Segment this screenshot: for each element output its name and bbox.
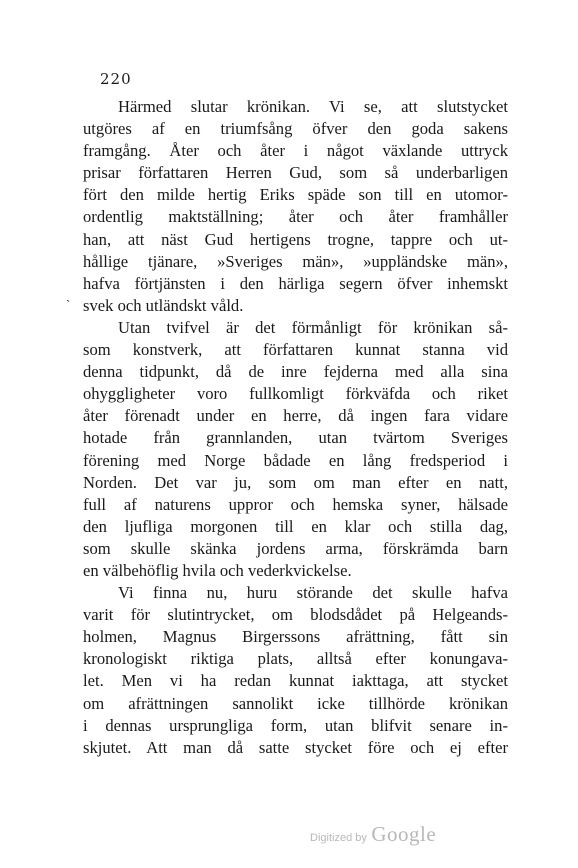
text-line: utgöres af en triumfsång öfver den goda sakens	[83, 119, 508, 139]
body-text	[83, 96, 508, 759]
text-line: ohyggligheter voro fullkomligt förkväfda och riket	[83, 384, 508, 404]
text-line: Vi finna nu, huru störande det skulle hafva	[118, 583, 508, 603]
text-line: Utan tvifvel är det förmånligt för krönikan så-	[118, 317, 508, 337]
watermark-prefix: Digitized by	[310, 832, 367, 844]
text-line: som skulle skänka jordens arma, förskrämda barn	[83, 538, 508, 558]
text-line: hotade från grannlanden, utan tvärtom Sveriges	[83, 428, 508, 448]
text-line: i dennas ursprungliga form, utan blifvit senare in-	[83, 715, 508, 735]
text-line: hafva förtjänsten i den härliga segern öfver inhemskt	[83, 273, 508, 293]
margin-mark: `	[66, 297, 71, 312]
text-line: förening med Norge bådade en lång fredsperiod i	[83, 450, 508, 470]
text-line: Norden. Det var ju, som om man efter en natt,	[83, 472, 508, 492]
page-number: 220	[100, 70, 132, 88]
text-line: en välbehöflig hvila och vederkvickelse.	[83, 560, 352, 580]
text-line: åter förenadt under en herre, då ingen fara vidare	[83, 406, 508, 426]
text-line: full af naturens uppror och hemska syner, hälsade	[83, 494, 508, 514]
text-line: svek och utländskt våld.	[83, 295, 244, 315]
text-line: om afrättningen sannolikt icke tillhörde krönikan	[83, 693, 508, 713]
text-line: fört den milde hertig Eriks späde son till en utomor-	[83, 185, 508, 205]
text-line: ordentlig maktställning; åter och åter framhåller	[83, 207, 508, 227]
text-line: varit för slutintrycket, om blodsdådet på Helgeands-	[83, 605, 508, 625]
text-line: han, att näst Gud hertigens trogne, tappre och ut-	[83, 229, 508, 249]
text-line: hållige tjänare, »Sveriges män», »uppländske män»,	[83, 251, 508, 271]
digitization-watermark	[310, 822, 436, 847]
text-line: kronologiskt riktiga plats, alltså efter konungava-	[83, 649, 508, 669]
text-line: skjutet. Att man då satte stycket före och ej efter	[83, 737, 508, 757]
text-line: som konstverk, att författaren kunnat stanna vid	[83, 340, 508, 360]
text-line: prisar författaren Herren Gud, som så underbarligen	[83, 163, 508, 183]
text-line: den ljufliga morgonen till en klar och stilla dag,	[83, 516, 508, 536]
text-line: denna tidpunkt, då de inre fejderna med alla sina	[83, 362, 508, 382]
text-line: let. Men vi ha redan kunnat iakttaga, att stycket	[83, 671, 508, 691]
text-line: holmen, Magnus Birgerssons afrättning, fått sin	[83, 627, 508, 647]
text-line: framgång. Åter och åter i något växlande uttryck	[83, 141, 508, 161]
text-line: Härmed slutar krönikan. Vi se, att slutstycket	[118, 97, 508, 116]
watermark-brand: Google	[371, 822, 437, 846]
